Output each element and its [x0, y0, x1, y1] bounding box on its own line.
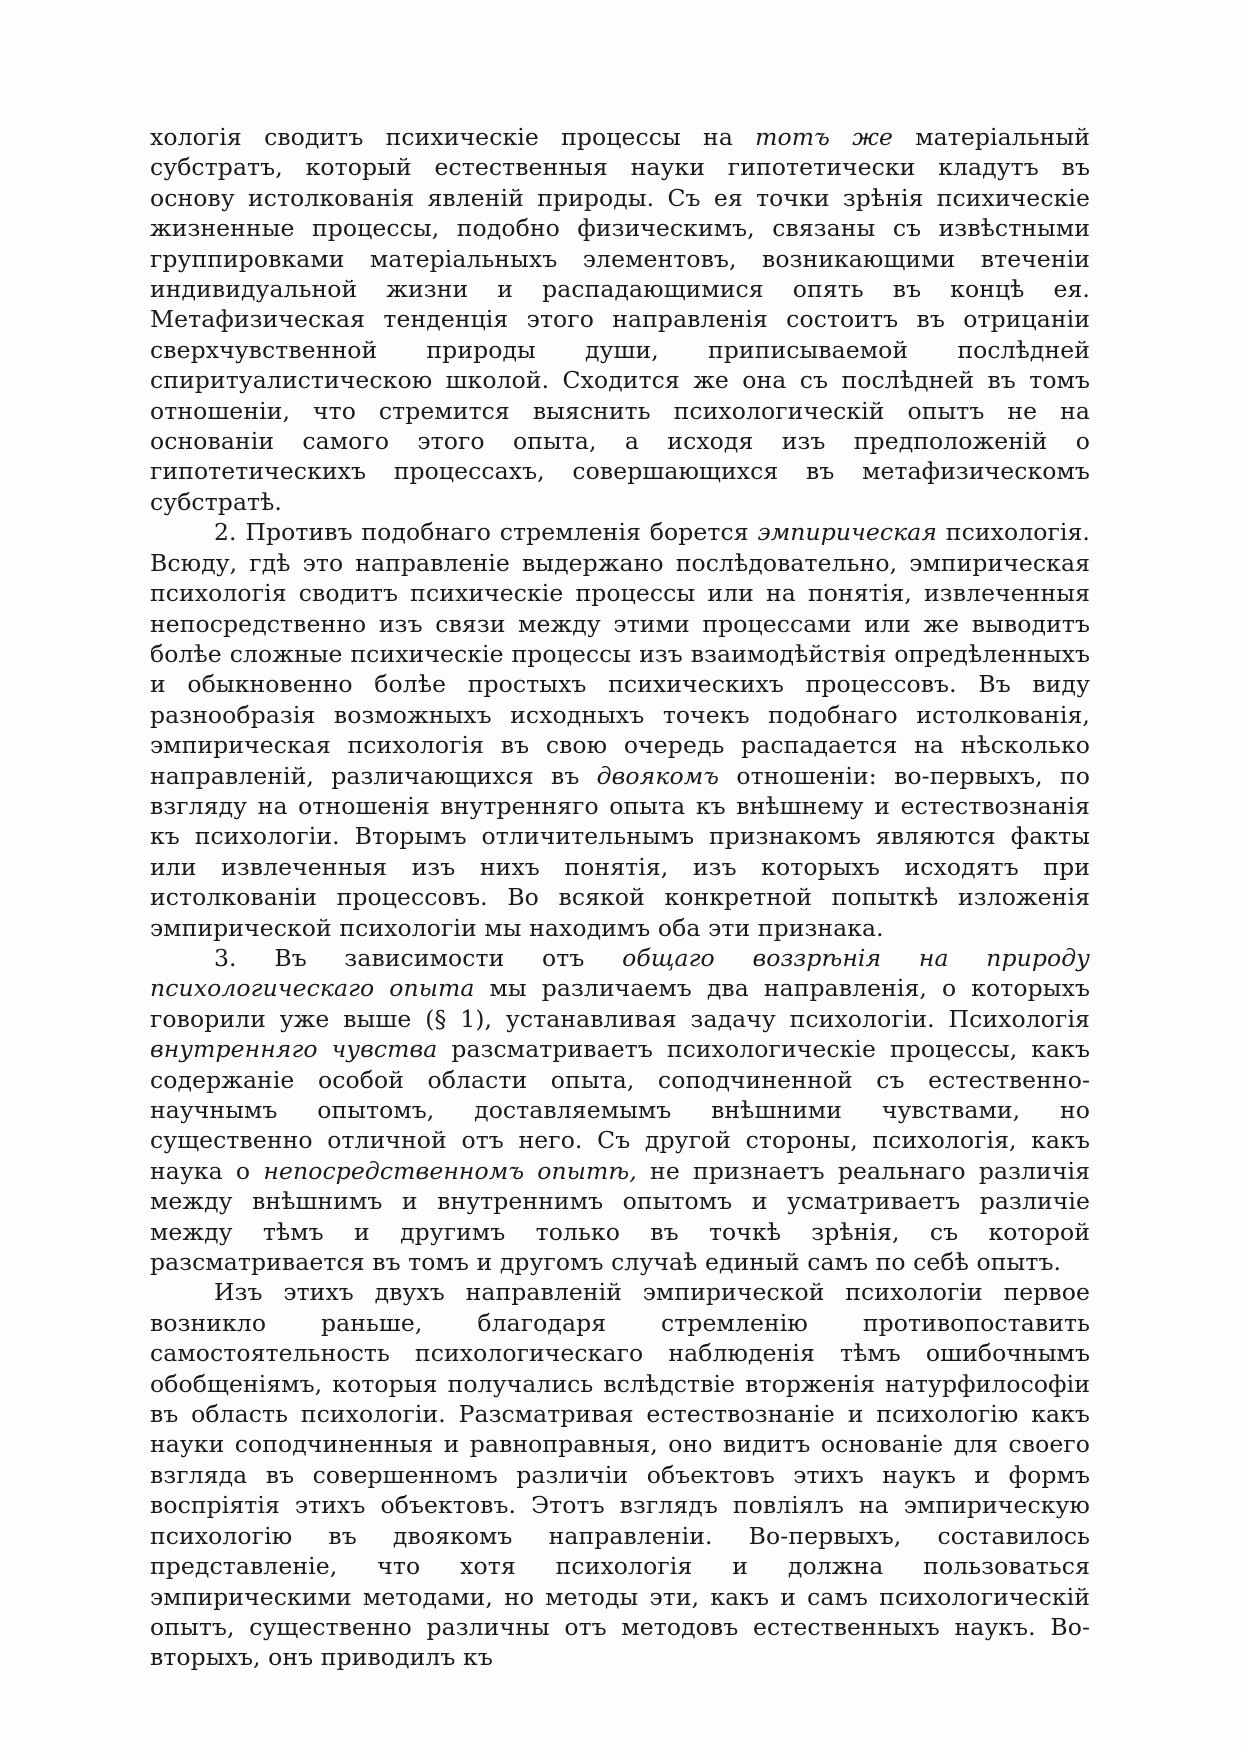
- body-text: [150, 122, 1090, 1673]
- text-run: Изъ этихъ двухъ направленій эмпирической психологіи первое возникло раньше, благодаря стремленію противопоставить самостоятельность психологическаго наблюденія тѣмъ ошибочнымъ обобщеніямъ, которыя получались вслѣдствіе вторженія натурфилософіи въ область психологіи. Разсматривая естествознаніе и психологію какъ науки соподчиненныя и равноправныя, оно видитъ основаніе для своего взгляда въ совершенномъ различіи объектовъ этихъ наукъ и формъ воспріятія этихъ объектовъ. Этотъ взглядъ повліялъ на эмпирическую психологію въ двоякомъ направленіи. Во-первыхъ, составилось представленіе, что хотя психологія и должна пользоваться эмпирическими методами, но методы эти, какъ и самъ психологическій опытъ, существенно различны отъ методовъ естественныхъ наукъ. Во-вторыхъ, онъ приводилъ къ: [150, 1278, 1090, 1672]
- text-run: матеріальный субстратъ, который естественныя науки гипотетически кладутъ въ основу истолкованія явленій природы. Съ ея точки зрѣнія психическіе жизненные процессы, подобно физическимъ, связаны съ извѣстными группировками матеріальныхъ элементовъ, возникающими втеченіи индивидуальной жизни и распадающимися опять въ концѣ ея. Метафизическая тенденція этого направленія состоитъ въ отрицаніи сверхчувственной природы души, приписываемой послѣдней спиритуалистическою школой. Сходится же она съ послѣдней въ томъ отношеніи, что стремится выяснить психологическій опытъ не на основаніи самого этого опыта, а исходя изъ предположеній о гипотетическихъ процессахъ, совершающихся въ метафизическомъ субстратѣ.: [150, 123, 1090, 516]
- text-run: отношеніи: во-первыхъ, по взгляду на отношенія внутренняго опыта къ внѣшнему и естествознанія къ психологіи. Вторымъ отличительнымъ признакомъ являются факты или извлеченныя изъ нихъ понятія, изъ которыхъ исходятъ при истолкованіи процессовъ. Во всякой конкретной попыткѣ изложенія эмпирической психологіи мы находимъ оба эти признака.: [150, 761, 1090, 942]
- italic-emphasis: непосредственномъ опытѣ,: [263, 1156, 637, 1185]
- italic-emphasis: внутренняго чувства: [150, 1035, 438, 1064]
- text-run: не признаетъ реальнаго различія между внѣшнимъ и внутреннимъ опытомъ и усматриваетъ различіе между тѣмъ и другимъ только въ точкѣ зрѣнія, съ которой разсматривается въ томъ и другомъ случаѣ единый самъ по себѣ опытъ.: [150, 1156, 1090, 1277]
- italic-emphasis: эмпирическая: [757, 518, 938, 547]
- text-run: 3. Въ зависимости отъ: [214, 943, 623, 972]
- italic-emphasis: двоякомъ: [596, 761, 720, 790]
- text-run: мы различаемъ два направленія, о которыхъ говорили уже выше (§ 1), устанавливая задачу психологіи. Психологія: [150, 974, 1090, 1033]
- paragraph: [150, 122, 1090, 517]
- italic-emphasis: общаго воззрѣнія на природу психологическаго опыта: [150, 943, 1090, 1003]
- paragraph: [150, 517, 1090, 943]
- italic-emphasis: тотъ же: [755, 123, 894, 151]
- text-run: хологія сводитъ психическіе процессы на: [150, 123, 756, 151]
- paragraph: [150, 1277, 1090, 1672]
- text-run: 2. Противъ подобнаго стремленія борется: [214, 518, 758, 547]
- paragraph: [150, 943, 1090, 1277]
- text-run: психологія. Всюду, гдѣ это направленіе выдержано послѣдовательно, эмпирическая психологія сводитъ психическіе процессы или на понятія, извлеченныя непосредственно изъ связи между этими процессами или же выводитъ болѣе сложные психическіе процессы изъ взаимодѣйствія опредѣленныхъ и обыкновенно болѣе простыхъ психическихъ процессовъ. Въ виду разнообразія возможныхъ исходныхъ точекъ подобнаго истолкованія, эмпирическая психологія въ свою очередь распадается на нѣсколько направленій, различающихся въ: [150, 518, 1090, 790]
- text-run: разсматриваетъ психологическіе процессы, какъ содержаніе особой области опыта, соподчиненной съ естественно-научнымъ опытомъ, доставляемымъ внѣшними чувствами, но существенно отличной отъ него. Съ другой стороны, психологія, какъ наука о: [150, 1035, 1090, 1185]
